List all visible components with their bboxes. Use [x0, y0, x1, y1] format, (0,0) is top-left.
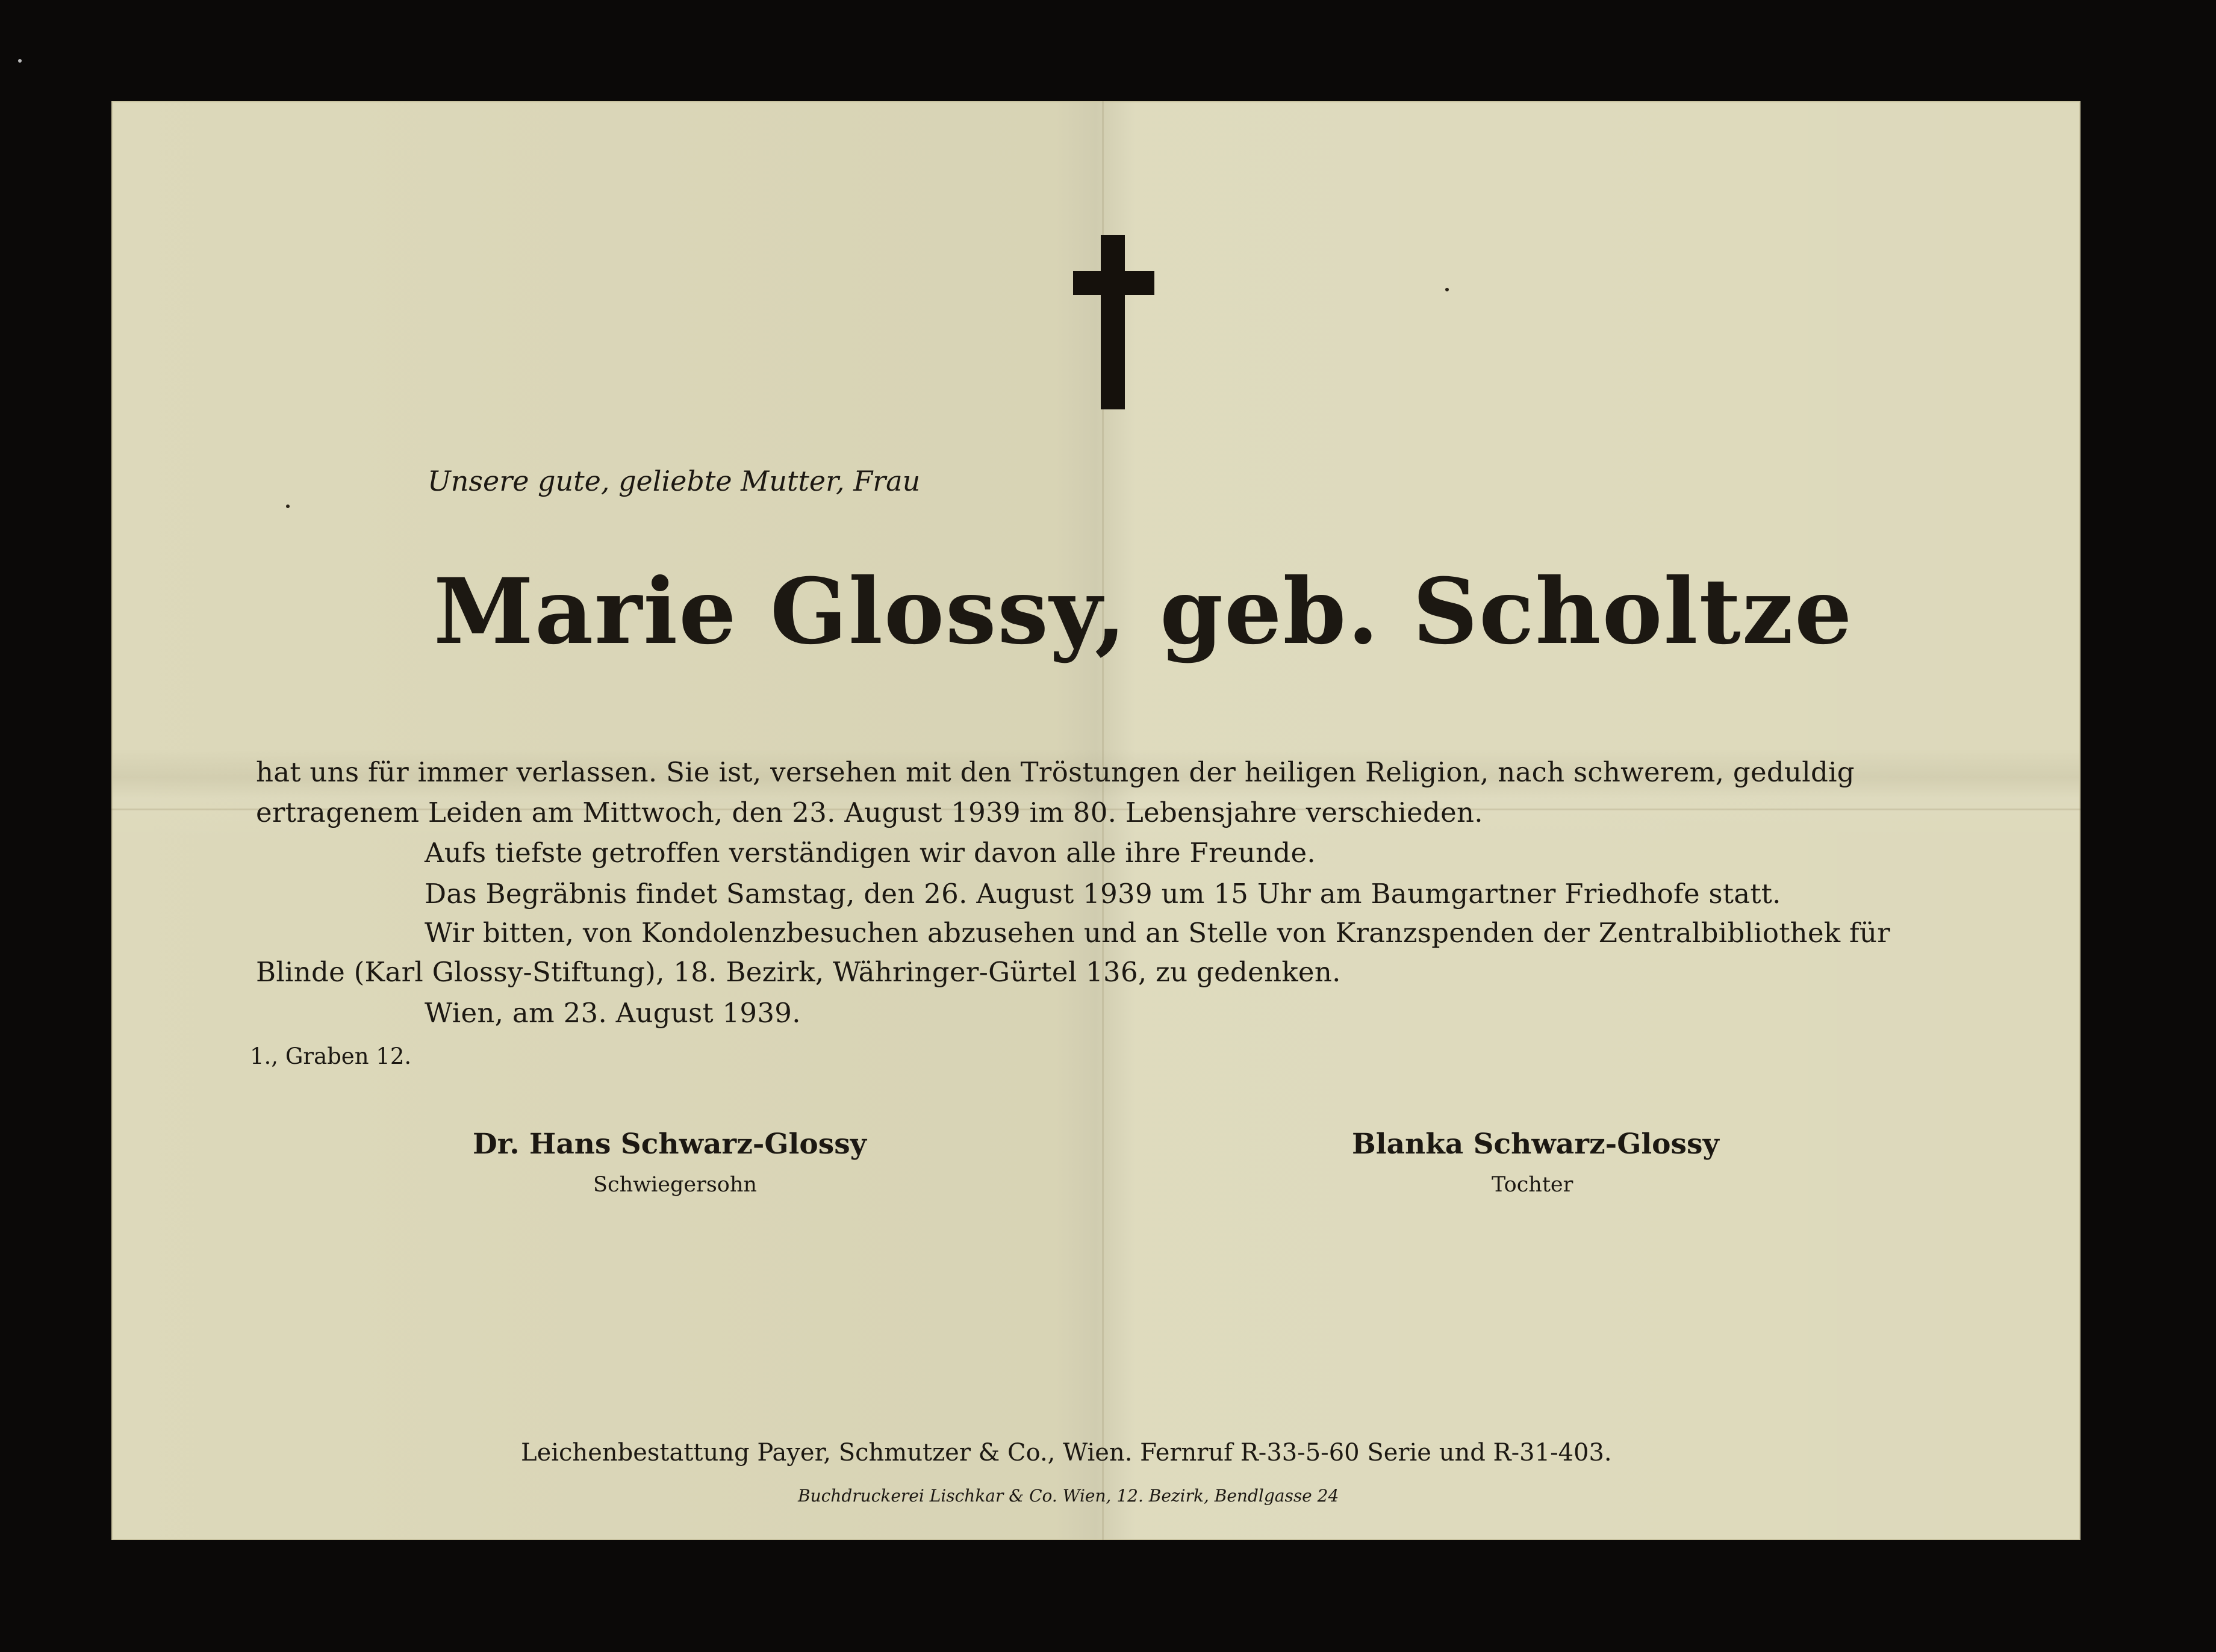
signatory-role: Schwiegersohn	[593, 1173, 757, 1197]
body-line: Wir bitten, von Kondolenzbesuchen abzusehen und an Stelle von Kranzspenden der Zentralbibliothek für	[425, 917, 1891, 949]
signatory-name: Dr. Hans Schwarz-Glossy	[473, 1128, 867, 1161]
body-line: Das Begräbnis findet Samstag, den 26. August 1939 um 15 Uhr am Baumgartner Friedhofe statt.	[425, 878, 1781, 910]
body-line: Blinde (Karl Glossy-Stiftung), 18. Bezirk, Währinger-Gürtel 136, zu gedenken.	[256, 956, 1341, 988]
date-line: Wien, am 23. August 1939.	[425, 997, 801, 1029]
intro-line: Unsere gute, geliebte Mutter, Frau	[428, 465, 921, 497]
paper-speck	[1445, 288, 1449, 291]
body-line: ertragenem Leiden am Mittwoch, den 23. August 1939 im 80. Lebensjahre verschieden.	[256, 796, 1483, 828]
cross-icon	[1073, 235, 1154, 409]
body-line: hat uns für immer verlassen. Sie ist, versehen mit den Tröstungen der heiligen Religion, nach schwerem, geduldig	[256, 756, 1855, 788]
printer-line: Buchdruckerei Lischkar & Co. Wien, 12. Bezirk, Bendlgasse 24	[798, 1486, 1339, 1506]
deceased-name: Marie Glossy, geb. Scholtze	[434, 559, 1853, 665]
body-line: Aufs tiefste getroffen verständigen wir davon alle ihre Freunde.	[425, 837, 1316, 869]
address: 1., Graben 12.	[250, 1043, 412, 1069]
undertaker-line: Leichenbestattung Payer, Schmutzer & Co., Wien. Fernruf R-33-5-60 Serie und R-31-403.	[521, 1439, 1612, 1467]
death-notice-sheet	[111, 101, 2081, 1540]
paper-speck	[286, 505, 290, 508]
dust-speck	[18, 59, 22, 63]
signatory-role: Tochter	[1492, 1173, 1573, 1197]
signatory-name: Blanka Schwarz-Glossy	[1352, 1128, 1719, 1161]
